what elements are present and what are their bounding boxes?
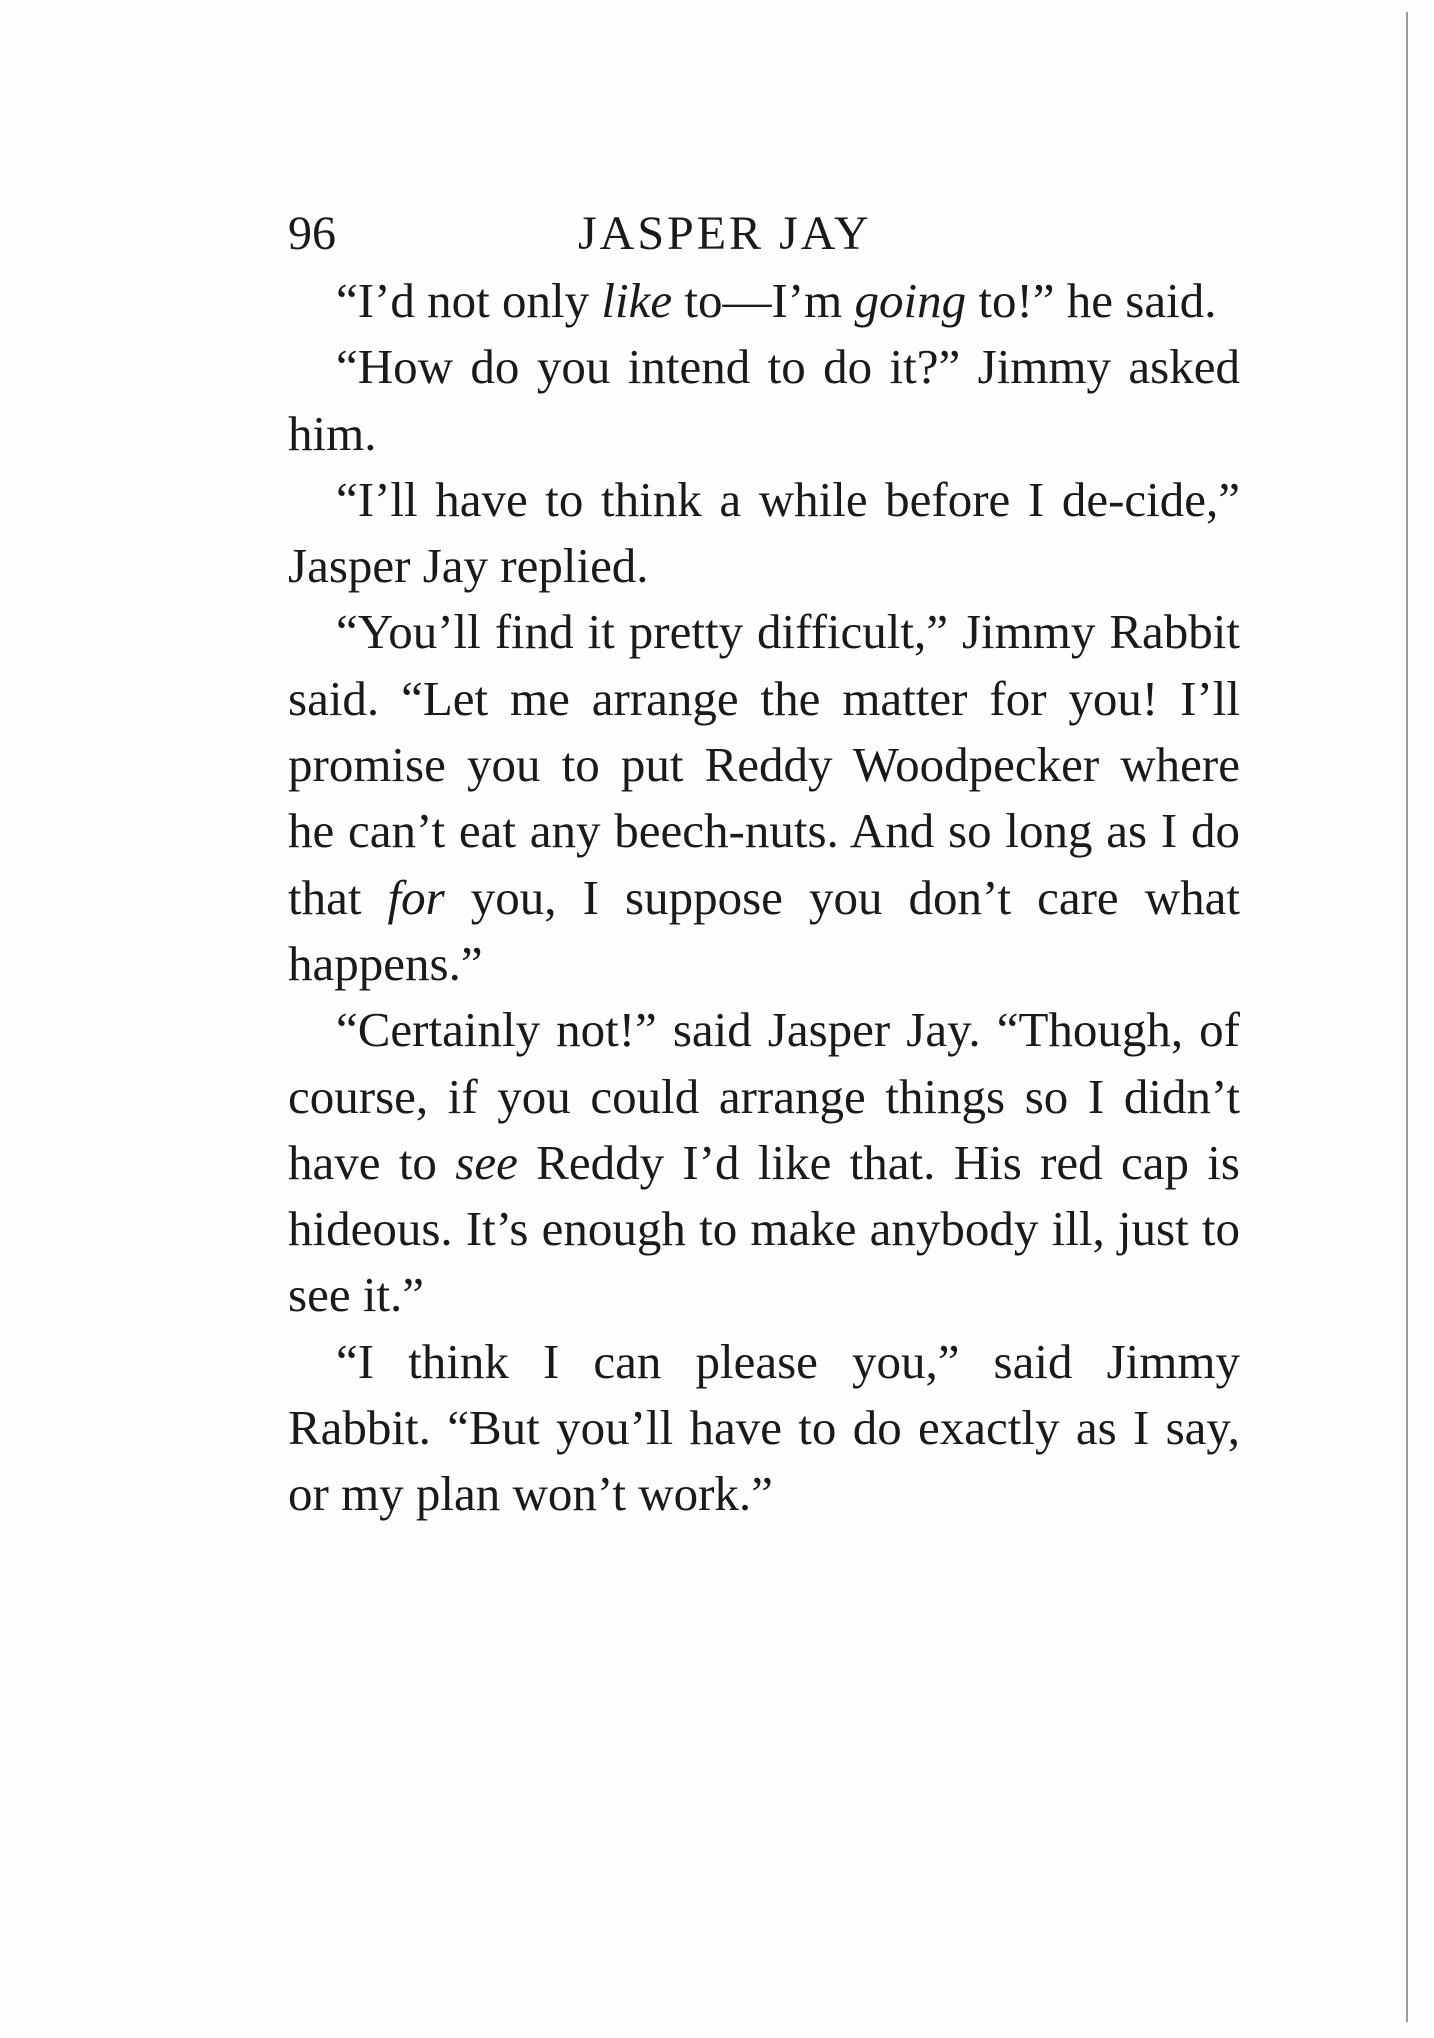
paragraph xyxy=(288,997,1240,1328)
page-edge-line xyxy=(1406,12,1408,2022)
body-text xyxy=(288,268,1240,1528)
paragraph xyxy=(288,599,1240,997)
italic-text: see xyxy=(455,1134,518,1190)
text-run: “I’ll have to think a while before I de-cide,” Jasper Jay replied. xyxy=(288,471,1240,594)
text-run: to—I’m xyxy=(672,273,855,328)
text-run: “How do you intend to do it?” Jimmy asked him. xyxy=(288,339,1240,461)
text-run: Reddy I’d like that. His red cap is hideous. It’s enough to make anybody ill, just to see it.” xyxy=(288,1134,1240,1323)
running-title: JASPER JAY xyxy=(578,207,872,260)
text-run: to!” he said. xyxy=(966,273,1217,328)
page-number: 96 xyxy=(288,207,336,260)
italic-text: for xyxy=(387,869,445,925)
text-run: “I’d not only xyxy=(336,273,602,328)
text-run: “Certainly not!” said Jasper Jay. “Though, of course, if you could arrange things so I didn’t have to xyxy=(288,1002,1240,1190)
paragraph xyxy=(288,467,1240,600)
italic-text: going xyxy=(854,273,967,328)
paragraph xyxy=(288,268,1240,334)
paragraph xyxy=(288,1329,1240,1528)
text-run: you, I suppose you don’t care what happens.” xyxy=(288,869,1240,991)
paragraph xyxy=(288,334,1240,467)
page-header xyxy=(288,204,1248,264)
text-run: “I think I can please you,” said Jimmy Rabbit. “But you’ll have to do exactly as I say, or my plan won’t work.” xyxy=(288,1333,1240,1522)
italic-text: like xyxy=(601,273,673,328)
text-run: “You’ll find it pretty difficult,” Jimmy Rabbit said. “Let me arrange the matter for you! I’ll promise you to put Reddy Woodpecker where he can’t eat any beech-nuts. And so long as I do that xyxy=(288,604,1240,925)
